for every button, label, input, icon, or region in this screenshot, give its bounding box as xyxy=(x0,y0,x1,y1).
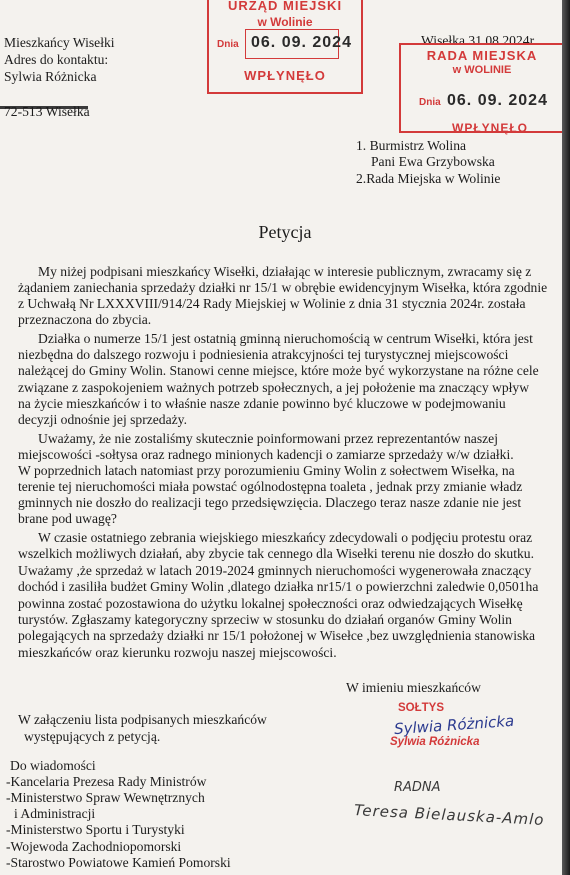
stamp-urzad-received: WPŁYNĘŁO xyxy=(244,68,326,83)
stamp-urzad-date: 06. 09. 2024 xyxy=(251,34,352,51)
sender-contact-person: Sylwia Różnicka xyxy=(4,69,97,84)
para2-line1: Działka o numerze 15/1 jest ostatnią gminną nieruchomością w centrum Wisełki, która jest xyxy=(38,331,533,346)
para1-line3: z Uchwałą Nr LXXXVIII/914/24 Rady Miejskiej w Wolinie z dnia 31 stycznia 2024r. została xyxy=(18,296,526,311)
cc-item: -Starostwo Powiatowe Kamień Pomorski xyxy=(6,855,231,870)
document-title: Petycja xyxy=(258,222,312,242)
stamp-rada-date-label: Dnia xyxy=(419,97,441,108)
para4-line2: wszelkich możliwych działań, aby zbycie tak cennego dla Wisełki terenu nie doszło do skutku. xyxy=(18,546,534,561)
sender-contact-label: Adres do kontaktu: xyxy=(4,52,109,67)
stamp-rada-received: WPŁYNĘŁO xyxy=(452,121,528,135)
para2-line6: decyzji odnośnie jej sprzedaży. xyxy=(18,412,187,427)
para4-line3: Uważamy ,że sprzedaż w latach 2019-2024 gminnych nieruchomości wygenerowała znaczący xyxy=(18,563,532,578)
para4-line5: powinna zostać pozostawiona do użytku lokalnej społeczności oraz odwiedzających Wisełkę xyxy=(18,596,523,611)
para2-line5: na życie mieszkańców i to właśnie nasze zdanie powinno być kluczowe w podejmowaniu xyxy=(18,396,506,411)
para3-line4: terenie tej nieruchomości miała powstać ogólnodostępna toaleta , jednak przy zmianie władz xyxy=(18,479,523,494)
para4-line1: W czasie ostatniego zebrania wiejskiego mieszkańcy zdecydowali o podjęciu protestu oraz xyxy=(38,530,533,545)
para4-line8: mieszkańców oraz kierunku rozwoju naszej miejscowości. xyxy=(18,645,337,660)
stamp-urzad-sub: w Wolinie xyxy=(257,15,313,29)
stamp-urzad-date-label: Dnia xyxy=(217,39,239,50)
para3-line2: miejscowości -sołtysa oraz radnego minionych kadencji o zamiarze sprzedaży w/w działki. xyxy=(18,447,514,462)
para2-line3: należącej do Gminy Wolin. Stanowi cenne miejsce, które może być wykorzystane na różne cele xyxy=(18,363,539,378)
closing: W imieniu mieszkańców xyxy=(346,680,481,695)
recipient-1-person: Pani Ewa Grzybowska xyxy=(371,154,495,169)
para3-line3: W poprzednich latach natomiast przy porozumieniu Gminy Wolin z sołectwem Wisełka, na xyxy=(18,463,515,478)
cc-heading: Do wiadomości xyxy=(10,758,96,773)
cc-item: i Administracji xyxy=(14,806,96,821)
attachment-line1: W załączeniu lista podpisanych mieszkańców xyxy=(18,712,267,727)
para3-line5: gminnych nie doszło do realizacji tego przedsięwzięcia. Dlaczego teraz nasze zdanie nie jest xyxy=(18,495,522,510)
stamp-urzad-head: URZĄD MIEJSKI xyxy=(227,0,343,13)
soltys-stamp: SOŁTYS xyxy=(398,702,445,714)
para1-line4: przeznaczona do zbycia. xyxy=(18,312,152,327)
page-shadow-edge xyxy=(562,0,570,875)
stamp-rada-head: RADA MIEJSKA xyxy=(426,48,538,63)
cc-item: -Kancelaria Prezesa Rady Ministrów xyxy=(6,774,207,789)
recipient-2: 2.Rada Miejska w Wolinie xyxy=(356,171,501,186)
stamp-rada-miejska xyxy=(399,43,562,133)
stamp-rada-sub: w WOLINIE xyxy=(452,64,512,76)
radna-label: RADNA xyxy=(394,780,441,795)
soltys-handwritten-signature: Sylwia Różnicka xyxy=(393,711,515,739)
attachment-line2: występujących z petycją. xyxy=(24,729,161,744)
cc-item: -Wojewoda Zachodniopomorski xyxy=(6,839,182,854)
para4-line4: dochód i zasiliła budżet Gminy Wolin ,dlatego działka nr15/1 o powierzchni zaledwie 0,0501ha xyxy=(18,579,539,594)
para1-line1: My niżej podpisani mieszkańcy Wisełki, działając w interesie publicznym, zwracamy się z xyxy=(38,264,532,279)
cc-item: -Ministerstwo Sportu i Turystyki xyxy=(6,822,185,837)
para3-line1: Uważamy, że nie zostaliśmy skutecznie poinformowani przez reprezentantów naszej xyxy=(38,431,498,446)
sender-name: Mieszkańcy Wisełki xyxy=(4,35,115,50)
para4-line6: turystów. Zgłaszamy kategoryczny sprzeciw w stosunku do działań organów Gminy Wolin xyxy=(18,612,512,627)
sender-postcode: 72-513 Wisełka xyxy=(4,104,90,119)
para3-line6: brane pod uwagę? xyxy=(18,511,117,526)
recipient-1: 1. Burmistrz Wolina xyxy=(356,138,467,153)
para2-line2: niezbędna do dalszego rozwoju i podniesienia atrakcyjności tej turystycznej miejscowości xyxy=(18,347,509,362)
soltys-printed-name: Sylwia Różnicka xyxy=(390,736,480,748)
stamp-rada-date: 06. 09. 2024 xyxy=(447,92,548,109)
cc-item: -Ministerstwo Spraw Wewnętrznych xyxy=(6,790,205,805)
para1-line2: żądaniem zaniechania sprzedaży działki nr 15/1 w obrębie ewidencyjnym Wisełka, która zgodnie xyxy=(18,280,548,295)
stamp-urzad-miejski xyxy=(207,0,363,94)
para2-line4: związane z zaspokojeniem ważnych potrzeb społecznych, a jej położenie ma znaczący wpływ xyxy=(18,380,530,395)
radna-handwritten-signature: Teresa Bielauska-Amlo xyxy=(353,801,545,829)
place-date: Wisełka 31.08.2024r. xyxy=(421,33,537,48)
para4-line7: polegających na sprzedaży działki nr 15/1 położonej w Wisełce ,bez uwzględnienia stanowiska xyxy=(18,628,536,643)
